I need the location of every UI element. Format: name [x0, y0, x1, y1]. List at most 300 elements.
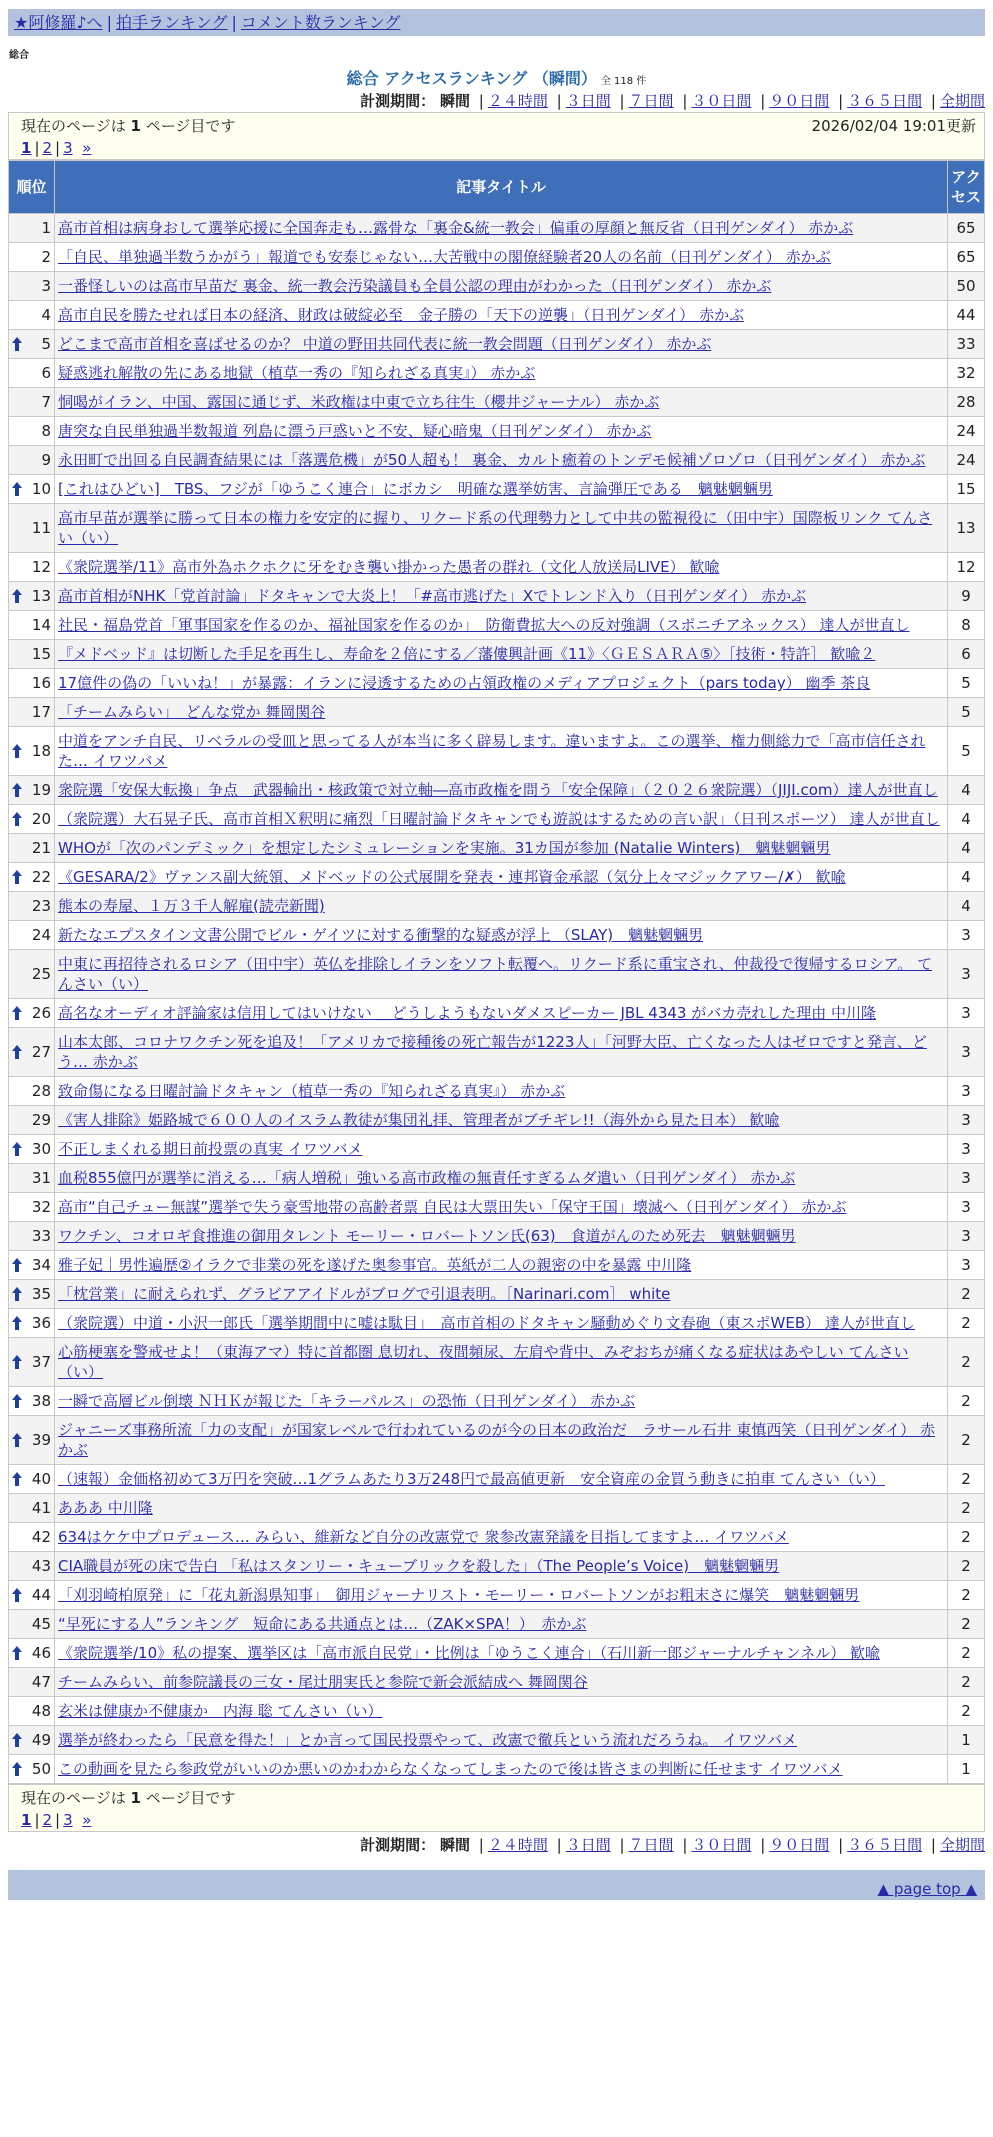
pager-page-3-bottom[interactable]: 3 [63, 1811, 73, 1829]
access-count: 2 [948, 1697, 985, 1726]
access-count: 3 [948, 999, 985, 1028]
rank-number: 48 [31, 1702, 51, 1720]
table-row [9, 446, 985, 475]
ranking-table [8, 160, 985, 1784]
article-title-link[interactable]: 血税855億円が選挙に消える…「病人増税」強いる高市政権の無責任すぎるムダ遣い（日刊ゲンダイ） 赤かぶ [58, 1169, 796, 1187]
table-row [9, 805, 985, 834]
access-count: 2 [948, 1309, 985, 1338]
access-count: 65 [948, 243, 985, 272]
article-title-link[interactable]: （衆院選）大石晃子氏、高市首相Ｘ釈明に痛烈「日曜討論ドタキャンでも遊説はするための言い訳」（日刊スポーツ） 達人が世直し [58, 810, 940, 828]
access-count: 4 [948, 863, 985, 892]
rank-number: 23 [31, 897, 51, 915]
period-link-24h-bottom[interactable]: ２４時間 [487, 1836, 548, 1854]
rank-number: 26 [31, 1004, 51, 1022]
rank-cell [9, 611, 55, 640]
link-comment-ranking[interactable]: コメント数ランキング [240, 13, 401, 32]
table-row [9, 504, 985, 553]
article-title-link[interactable]: 17億件の偽の「いいね！」が暴露：イランに浸透するための占領政権のメディアプロジェクト（pars today） 幽季 茶良 [58, 674, 871, 692]
table-row [9, 1668, 985, 1697]
rank-number: 8 [41, 422, 51, 440]
access-count: 3 [948, 1077, 985, 1106]
table-row [9, 727, 985, 776]
access-count: 12 [948, 553, 985, 582]
article-title-link[interactable]: 高市首相がNHK「党首討論」ドタキャンで大炎上！「#高市逃げた」Xでトレンド入り（日刊ゲンダイ） 赤かぶ [58, 587, 807, 605]
article-title-link[interactable]: ジャニーズ事務所流「力の支配」が国家レベルで行われているのが今の日本の政治だ ラサール石井 東慎西笑（日刊ゲンダイ） 赤かぶ [58, 1421, 935, 1459]
article-title-link[interactable]: CIA職員が死の床で告白 「私はスタンリー・キューブリックを殺した」（The People’s Voice) 魑魅魍魎男 [58, 1557, 780, 1575]
table-row [9, 1581, 985, 1610]
table-row [9, 1164, 985, 1193]
table-row [9, 834, 985, 863]
rank-cell [9, 582, 55, 611]
rank-cell [9, 921, 55, 950]
rank-cell [9, 892, 55, 921]
rank-up-arrow-icon [11, 1645, 23, 1661]
access-count: 2 [948, 1494, 985, 1523]
table-row [9, 553, 985, 582]
article-title-link[interactable]: 中東に再招待されるロシア（田中宇）英仏を排除しイランをソフト転覆へ。リクード系に重宝され、仲裁役で復帰するロシア。 てんさい（い） [58, 955, 933, 993]
pager-next-bottom[interactable]: » [82, 1811, 92, 1829]
article-title-link[interactable]: WHOが「次のパンデミック」を想定したシミュレーションを実施。31カ国が参加 (Natalie Winters) 魑魅魍魎男 [58, 839, 831, 857]
title-cell [55, 727, 948, 776]
title-cell [55, 1697, 948, 1726]
article-title-link[interactable]: 「自民、単独過半数うかがう」報道でも安泰じゃない…大苦戦中の閣僚経験者20人の名前（日刊ゲンダイ） 赤かぶ [58, 248, 831, 266]
table-row [9, 1465, 985, 1494]
table-row [9, 1106, 985, 1135]
rank-cell [9, 1028, 55, 1077]
rank-number: 29 [31, 1111, 51, 1129]
access-count: 2 [948, 1387, 985, 1416]
access-count: 1 [948, 1755, 985, 1784]
page-info-box-top [8, 112, 985, 160]
rank-number: 42 [31, 1528, 51, 1546]
access-count: 2 [948, 1523, 985, 1552]
title-cell [55, 805, 948, 834]
table-row [9, 359, 985, 388]
article-title-link[interactable]: 恫喝がイラン、中国、露国に通じず、米政権は中東で立ち往生（櫻井ジャーナル） 赤かぶ [58, 393, 660, 411]
title-cell [55, 388, 948, 417]
rank-cell [9, 1755, 55, 1784]
article-title-link[interactable]: 新たなエプスタイン文書公開でビル・ゲイツに対する衝撃的な疑惑が浮上 （SLAY) 魑魅魍魎男 [58, 926, 704, 944]
rank-cell [9, 388, 55, 417]
col-header-title: 記事タイトル [55, 161, 948, 214]
rank-number: 1 [41, 219, 51, 237]
access-count: 4 [948, 892, 985, 921]
rank-cell [9, 475, 55, 504]
title-cell [55, 330, 948, 359]
article-title-link[interactable]: 「刈羽崎柏原発」に「花丸新潟県知事」 御用ジャーナリスト・モーリー・ロバートソンがお粗末さに爆笑 魑魅魍魎男 [58, 1586, 860, 1604]
table-row [9, 892, 985, 921]
article-title-link[interactable]: 「チームみらい」 どんな党か 舞岡関谷 [58, 703, 326, 721]
rank-up-arrow-icon [11, 588, 23, 604]
article-title-link[interactable]: 一番怪しいのは高市早苗だ 裏金、統一教会汚染議員も全員公認の理由がわかった（日刊ゲンダイ） 赤かぶ [58, 277, 772, 295]
access-count: 1 [948, 1726, 985, 1755]
pager-next[interactable]: » [82, 139, 92, 157]
rank-number: 2 [41, 248, 51, 266]
article-title-link[interactable]: 《衆院選挙/11》高市外為ホクホクに牙をむき襲い掛かった愚者の群れ（文化人放送局LIVE） 歓喩 [58, 558, 720, 576]
access-count: 9 [948, 582, 985, 611]
title-cell [55, 1028, 948, 1077]
table-row [9, 1523, 985, 1552]
rank-cell [9, 776, 55, 805]
rank-cell [9, 1552, 55, 1581]
access-count: 4 [948, 805, 985, 834]
title-cell [55, 950, 948, 999]
rank-up-arrow-icon [11, 811, 23, 827]
col-header-rank: 順位 [9, 161, 55, 214]
access-count: 3 [948, 950, 985, 999]
access-count: 50 [948, 272, 985, 301]
title-cell [55, 640, 948, 669]
article-title-link[interactable]: 心筋梗塞を警戒せよ！（東海アマ）特に首都圏 息切れ、夜間頻尿、左肩や背中、みぞおちが痛くなる症状はあやしい てんさい（い） [58, 1343, 909, 1381]
table-row [9, 640, 985, 669]
rank-number: 22 [31, 868, 51, 886]
table-row [9, 1387, 985, 1416]
updated-timestamp: 2026/02/04 19:01更新 [811, 117, 976, 135]
pager-bottom: 1 | 2 | 3 » [21, 1811, 92, 1829]
access-count: 5 [948, 727, 985, 776]
rank-number: 14 [31, 616, 51, 634]
rank-cell [9, 727, 55, 776]
pager-page-3[interactable]: 3 [63, 139, 73, 157]
table-row [9, 272, 985, 301]
article-title-link[interactable]: 唐突な自民単独過半数報道 列島に漂う戸惑いと不安、疑心暗鬼（日刊ゲンダイ） 赤かぶ [58, 422, 652, 440]
rank-up-arrow-icon [11, 1141, 23, 1157]
article-title-link[interactable]: 『メドベッド』は切断した手足を再生し、寿命を２倍にする／藩僂興計画《11》〈ＧＥＳＡＲＡ⑤〉［技術・特許］ 歓喩２ [58, 645, 876, 663]
access-count: 65 [948, 214, 985, 243]
article-title-link[interactable]: 選挙が終わったら「民意を得た！」とか言って国民投票やって、改憲で徹兵という流れだろうね。 イワツバメ [58, 1731, 798, 1749]
title-cell [55, 1726, 948, 1755]
period-selector-bottom: 計測期間： 瞬間 | ２４時間 | ３日間 | ７日間 | ３０日間 | ９０日間 | ３６５日間 | 全期間 [360, 1836, 985, 1854]
article-title-link[interactable]: あああ 中川隆 [58, 1499, 153, 1517]
article-title-link[interactable]: 高市自民を勝たせれば日本の経済、財政は破綻必至 金子勝の「天下の逆襲」（日刊ゲンダイ） 赤かぶ [58, 306, 745, 324]
title-cell [55, 359, 948, 388]
access-count: 2 [948, 1280, 985, 1309]
current-page-text: 現在のページは 1 ページ目です [21, 117, 236, 135]
access-count: 24 [948, 446, 985, 475]
article-title-link[interactable]: （速報）金価格初めて3万円を突破…1グラムあたり3万248円で最高値更新 安全資産の金買う動きに拍車 てんさい（い） [58, 1470, 885, 1488]
rank-cell [9, 1610, 55, 1639]
rank-cell [9, 669, 55, 698]
rank-cell [9, 834, 55, 863]
article-title-link[interactable]: 社民・福島党首「軍事国家を作るのか、福祉国家を作るのか」 防衛費拡大への反対強調（スポニチアネックス） 達人が世直し [58, 616, 910, 634]
rank-cell [9, 1726, 55, 1755]
rank-cell [9, 1077, 55, 1106]
title-cell [55, 1387, 948, 1416]
period-link-365d-bottom[interactable]: ３６５日間 [847, 1836, 923, 1854]
period-link-7d-bottom[interactable]: ７日間 [628, 1836, 674, 1854]
nav-separator: | [106, 13, 112, 32]
access-count: 32 [948, 359, 985, 388]
article-title-link[interactable]: 衆院選「安保大転換」争点 武器輸出・核政策で対立軸―高市政権を問う「安全保障」（２０２６衆院選）（JIJI.com）達人が世直し [58, 781, 938, 799]
access-count: 2 [948, 1338, 985, 1387]
table-row [9, 776, 985, 805]
access-count: 2 [948, 1639, 985, 1668]
article-title-link[interactable]: ワクチン、コオロギ食推進の御用タレント モーリー・ロバートソン氏(63) 食道がんのため死去 魑魅魍魎男 [58, 1227, 796, 1245]
rank-up-arrow-icon [11, 1393, 23, 1409]
article-title-link[interactable]: この動画を見たら参政党がいいのか悪いのかわからなくなってしまったので後は皆さまの判断に任せます イワツバメ [58, 1760, 843, 1778]
article-title-link[interactable]: 中道をアンチ自民、リベラルの受皿と思ってる人が本当に多く辟易します。違いますよ。この選挙、権力側総力で「高市信任された… イワツバメ [58, 732, 926, 770]
article-title-link[interactable]: （衆院選）中道・小沢一郎氏「選挙期間中に嘘は駄目」 高市首相のドタキャン騒動めぐり文春砲（東スポWEB） 達人が世直し [58, 1314, 915, 1332]
rank-number: 21 [31, 839, 51, 857]
rank-cell [9, 1416, 55, 1465]
article-title-link[interactable]: 不正しまくれる期日前投票の真実 イワツバメ [58, 1140, 363, 1158]
rank-up-arrow-icon [11, 1286, 23, 1302]
rank-number: 31 [31, 1169, 51, 1187]
rank-up-arrow-icon [11, 743, 23, 759]
period-link-3d[interactable]: ３日間 [565, 92, 611, 110]
rank-cell [9, 1280, 55, 1309]
rank-cell [9, 1251, 55, 1280]
article-title-link[interactable]: 高名なオーディオ評論家は信用してはいけない ＿どうしようもないダメスピーカー JBL 4343 がバカ売れした理由 中川隆 [58, 1004, 876, 1022]
rank-number: 34 [31, 1256, 51, 1274]
title-cell [55, 892, 948, 921]
access-count: 13 [948, 504, 985, 553]
page-title: 総合 アクセスランキング （瞬間） [346, 69, 597, 88]
rank-cell [9, 999, 55, 1028]
footer-bar [8, 1870, 985, 1900]
table-row [9, 1416, 985, 1465]
rank-cell [9, 950, 55, 999]
article-title-link[interactable]: 634はケケ中プロデュース… みらい、維新など自分の改憲党で 衆参改憲発議を目指してますよ… イワツバメ [58, 1528, 789, 1546]
access-count: 3 [948, 1106, 985, 1135]
rank-cell [9, 243, 55, 272]
rank-cell [9, 805, 55, 834]
rank-number: 4 [41, 306, 51, 324]
rank-cell [9, 330, 55, 359]
title-cell [55, 301, 948, 330]
article-title-link[interactable]: どこまで高市首相を喜ばせるのか？ 中道の野田共同代表に統一教会問題（日刊ゲンダイ） 赤かぶ [58, 335, 712, 353]
rank-cell [9, 301, 55, 330]
period-link-all[interactable]: 全期間 [939, 92, 985, 110]
access-count: 3 [948, 1164, 985, 1193]
table-row [9, 330, 985, 359]
rank-cell [9, 1697, 55, 1726]
rank-number: 37 [31, 1353, 51, 1371]
link-clap-ranking[interactable]: 拍手ランキング [115, 13, 228, 32]
period-label: 計測期間： [360, 92, 436, 110]
period-link-365d[interactable]: ３６５日間 [847, 92, 923, 110]
table-row [9, 475, 985, 504]
pager-page-1-bottom[interactable]: 1 [21, 1811, 32, 1829]
rank-cell [9, 1523, 55, 1552]
table-row [9, 388, 985, 417]
pager-page-2-bottom[interactable]: 2 [42, 1811, 53, 1829]
article-title-link[interactable]: 致命傷になる日曜討論ドタキャン（植草一秀の『知られざる真実』） 赤かぶ [58, 1082, 566, 1100]
rank-cell [9, 1387, 55, 1416]
table-row [9, 698, 985, 727]
rank-cell [9, 1494, 55, 1523]
rank-cell [9, 417, 55, 446]
title-cell [55, 834, 948, 863]
rank-up-arrow-icon [11, 1354, 23, 1370]
period-link-90d-bottom[interactable]: ９０日間 [769, 1836, 830, 1854]
col-header-access: アクセス [948, 161, 985, 214]
article-title-link[interactable]: 「枕営業」に耐えられず、グラビアアイドルがブログで引退表明。［Narinari.com］ white [58, 1285, 671, 1303]
rank-cell [9, 1581, 55, 1610]
rank-cell [9, 1309, 55, 1338]
title-cell [55, 1581, 948, 1610]
title-cell [55, 1523, 948, 1552]
title-cell [55, 446, 948, 475]
rank-number: 33 [31, 1227, 51, 1245]
title-cell [55, 1610, 948, 1639]
pager-page-2[interactable]: 2 [42, 139, 53, 157]
rank-cell [9, 1668, 55, 1697]
rank-cell [9, 504, 55, 553]
article-title-link[interactable]: 高市早苗が選挙に勝って日本の権力を安定的に握り、リクード系の代理勢力として中共の監視役に（田中宇）国際板リンク てんさい（い） [58, 509, 933, 547]
rank-cell [9, 863, 55, 892]
rank-up-arrow-icon [11, 1257, 23, 1273]
article-title-link[interactable]: 《衆院選挙/10》私の提案、選挙区は「高市派自民党」・比例は「ゆうこく連合」（石川新一郎ジャーナルチャンネル） 歓喩 [58, 1644, 880, 1662]
table-header-row [9, 161, 985, 214]
table-row [9, 1251, 985, 1280]
access-count: 2 [948, 1552, 985, 1581]
table-row [9, 921, 985, 950]
access-count: 3 [948, 1222, 985, 1251]
page-top-link[interactable]: ▲ page top ▲ [877, 1880, 977, 1898]
rank-number: 13 [31, 587, 51, 605]
title-cell [55, 582, 948, 611]
rank-cell [9, 214, 55, 243]
category-label: 総合 [9, 50, 29, 61]
rank-cell [9, 553, 55, 582]
rank-number: 50 [31, 1760, 51, 1778]
title-cell [55, 921, 948, 950]
rank-number: 6 [41, 364, 51, 382]
article-title-link[interactable]: 永田町で出回る自民調査結果には「落選危機」が50人超も！ 裏金、カルト癒着のトンデモ候補ゾロゾロ（日刊ゲンダイ） 赤かぶ [58, 451, 926, 469]
rank-number: 40 [31, 1470, 51, 1488]
rank-number: 49 [31, 1731, 51, 1749]
access-count: 3 [948, 1251, 985, 1280]
title-cell [55, 504, 948, 553]
table-row [9, 669, 985, 698]
rank-number: 20 [31, 810, 51, 828]
rank-cell [9, 640, 55, 669]
access-count: 2 [948, 1465, 985, 1494]
article-title-link[interactable]: “早死にする人”ランキング 短命にある共通点とは…（ZAK×SPA！） 赤かぶ [58, 1615, 587, 1633]
title-cell [55, 1416, 948, 1465]
access-count: 6 [948, 640, 985, 669]
link-asyura-home[interactable]: ★阿修羅♪へ [14, 13, 103, 32]
title-cell [55, 417, 948, 446]
rank-cell [9, 272, 55, 301]
rank-cell [9, 446, 55, 475]
title-cell [55, 1465, 948, 1494]
table-row [9, 301, 985, 330]
article-title-link[interactable]: 雅子妃｜男性遍歴②イラクで非業の死を遂げた奥参事官。英紙が二人の親密の中を暴露 中川隆 [58, 1256, 692, 1274]
article-title-link[interactable]: 山本太郎、コロナワクチン死を追及！「アメリカで接種後の死亡報告が1223人」「河野大臣、亡くなった人はゼロですと発言、どう… 赤かぶ [58, 1033, 927, 1071]
rank-up-arrow-icon [11, 1432, 23, 1448]
rank-number: 3 [41, 277, 51, 295]
rank-cell [9, 1338, 55, 1387]
rank-up-arrow-icon [11, 1315, 23, 1331]
access-count: 28 [948, 388, 985, 417]
rank-up-arrow-icon [11, 869, 23, 885]
title-cell [55, 1552, 948, 1581]
access-count: 2 [948, 1668, 985, 1697]
period-link-90d[interactable]: ９０日間 [769, 92, 830, 110]
period-link-7d[interactable]: ７日間 [628, 92, 674, 110]
title-cell [55, 1193, 948, 1222]
article-title-link[interactable]: 熊本の寿屋、１万３千人解雇(読売新聞) [58, 897, 325, 915]
period-link-30d[interactable]: ３０日間 [691, 92, 752, 110]
rank-number: 24 [31, 926, 51, 944]
title-cell [55, 1135, 948, 1164]
article-title-link[interactable]: 一瞬で高層ビル倒壊 ＮＨＫが報じた「キラーパルス」の恐怖（日刊ゲンダイ） 赤かぶ [58, 1392, 636, 1410]
rank-cell [9, 1639, 55, 1668]
rank-number: 16 [31, 674, 51, 692]
access-count: 3 [948, 1028, 985, 1077]
title-cell [55, 1106, 948, 1135]
table-row [9, 1338, 985, 1387]
rank-number: 44 [31, 1586, 51, 1604]
period-selector-top: 計測期間： 瞬間 | ２４時間 | ３日間 | ７日間 | ３０日間 | ９０日間 | ３６５日間 | 全期間 [360, 92, 985, 110]
item-count: 全 118 件 [600, 76, 647, 87]
pager-page-1[interactable]: 1 [21, 139, 32, 157]
title-cell [55, 863, 948, 892]
rank-cell [9, 1135, 55, 1164]
table-row [9, 1222, 985, 1251]
ranking-body [9, 214, 985, 1784]
article-title-link[interactable]: 高市首相は病身おして選挙応援に全国奔走も…露骨な「裏金&統一教会」偏重の厚顔と無反省（日刊ゲンダイ） 赤かぶ [58, 219, 854, 237]
period-link-24h[interactable]: ２４時間 [487, 92, 548, 110]
period-link-3d-bottom[interactable]: ３日間 [565, 1836, 611, 1854]
article-title-link[interactable]: [これはひどい] TBS、フジが「ゆうこく連合」にボカシ 明確な選挙妨害、言論弾圧である 魑魅魍魎男 [58, 480, 773, 498]
access-count: 3 [948, 921, 985, 950]
article-title-link[interactable]: チームみらい、前参院議長の三女・尾辻朋実氏と参院で新会派結成へ 舞岡関谷 [58, 1673, 588, 1691]
table-row [9, 999, 985, 1028]
nav-separator: | [231, 13, 237, 32]
access-count: 44 [948, 301, 985, 330]
access-count: 24 [948, 417, 985, 446]
article-title-link[interactable]: 玄米は健康か不健康か 内海 聡 てんさい（い） [58, 1702, 383, 1720]
table-row [9, 1077, 985, 1106]
article-title-link[interactable]: 高市“自己チュー無謀”選挙で失う豪雪地帯の高齢者票 自民は大票田失い「保守王国」壊滅へ（日刊ゲンダイ） 赤かぶ [58, 1198, 847, 1216]
rank-number: 18 [31, 742, 51, 760]
title-cell [55, 999, 948, 1028]
rank-cell [9, 1106, 55, 1135]
period-link-all-bottom[interactable]: 全期間 [939, 1836, 985, 1854]
rank-cell [9, 1164, 55, 1193]
access-count: 33 [948, 330, 985, 359]
period-link-30d-bottom[interactable]: ３０日間 [691, 1836, 752, 1854]
title-cell [55, 1494, 948, 1523]
page-info-box-bottom [8, 1784, 985, 1832]
access-count: 15 [948, 475, 985, 504]
article-title-link[interactable]: 《害人排除》姫路城で６００人のイスラム教徒が集団礼拝、管理者がブチギレ!!（海外から見た日本） 歓喩 [58, 1111, 780, 1129]
title-cell [55, 669, 948, 698]
title-cell [55, 698, 948, 727]
ranking-header [8, 68, 985, 90]
table-row [9, 611, 985, 640]
table-row [9, 582, 985, 611]
article-title-link[interactable]: 《GESARA/2》ヴァンス副大統領、メドベッドの公式展開を発表・連邦資金承認（気分上々マジックアワー/✗） 歓喩 [58, 868, 846, 886]
rank-cell [9, 1193, 55, 1222]
rank-number: 17 [31, 703, 51, 721]
article-title-link[interactable]: 疑惑逃れ解散の先にある地獄（植草一秀の『知られざる真実』） 赤かぶ [58, 364, 536, 382]
period-current: 瞬間 [439, 92, 470, 110]
rank-number: 30 [31, 1140, 51, 1158]
rank-number: 9 [41, 451, 51, 469]
rank-number: 11 [31, 519, 51, 537]
rank-number: 15 [31, 645, 51, 663]
rank-up-arrow-icon [11, 1044, 23, 1060]
table-row [9, 1610, 985, 1639]
rank-number: 32 [31, 1198, 51, 1216]
table-row [9, 1755, 985, 1784]
title-cell [55, 475, 948, 504]
rank-number: 12 [31, 558, 51, 576]
